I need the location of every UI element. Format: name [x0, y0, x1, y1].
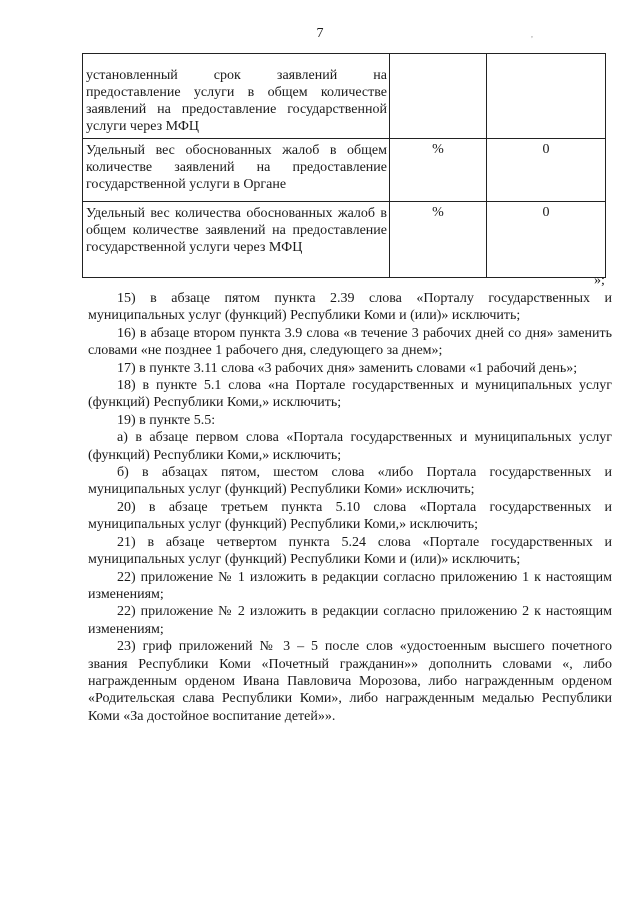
- amendment-item-18: 18) в пункте 5.1 слова «на Портале государственных и муниципальных услуг (функций) Республики Коми,» исключить;: [88, 378, 612, 411]
- amendment-item-23: 23) гриф приложений № 3 – 5 после слов «удостоенным высшего почетного звания Республики Коми «Почетный гражданин»» дополнить словами «, либо награжденным орденом Ивана Павловича Морозова, либо награжденным орденом «Родительская слава Республики Коми», либо награжденным медалью Республики Коми «За достойное воспитание детей»».: [88, 639, 612, 724]
- table-row: [83, 139, 606, 202]
- value-text: 0: [542, 205, 550, 220]
- amendment-item-17: 17) в пункте 3.11 слова «3 рабочих дня» заменить словами «1 рабочий день»;: [117, 360, 578, 376]
- unit-text: %: [432, 142, 444, 157]
- table-cell-indicator: [83, 139, 390, 202]
- table-row: [83, 54, 606, 139]
- unit-text: %: [432, 205, 444, 220]
- amendment-item-20: 20) в абзаце третьем пункта 5.10 слова «Портала государственных и муниципальных услуг (функций) Республики Коми,» исключить;: [88, 499, 612, 533]
- amendment-item-15: 15) в абзаце пятом пункта 2.39 слова «Порталу государственных и муниципальных услуг (функций) Республики Коми и (или)» исключить;: [88, 291, 612, 324]
- amendment-item-19a: а) в абзаце первом слова «Портала государственных и муниципальных услуг (функций) Республики Коми,» исключить;: [88, 430, 612, 463]
- table-row: [83, 202, 606, 278]
- indicator-text: установленный срок заявлений на предоставление услуги в общем количестве заявлений на предоставление государственной услуги через МФЦ: [86, 68, 387, 134]
- amendment-item-16: 16) в абзаце втором пункта 3.9 слова «в течение 3 рабочих дней со дня» заменить словами «не позднее 1 рабочего дня, следующего за днем»;: [88, 325, 612, 359]
- amendment-item-22a: 22) приложение № 1 изложить в редакции согласно приложению 1 к настоящим изменениям;: [88, 569, 612, 602]
- page-number: 7: [316, 26, 324, 41]
- unit-text: [390, 54, 486, 56]
- scan-mark: ,: [531, 30, 533, 39]
- amendments-list: [88, 290, 612, 725]
- table-cell-unit: [390, 54, 487, 139]
- table-cell-value: [487, 54, 606, 139]
- value-text: 0: [542, 142, 550, 157]
- indicators-table: [82, 53, 606, 278]
- amendment-item-19b: б) в абзацах пятом, шестом слова «либо Портала государственных и муниципальных услуг (функций) Республики Коми» исключить;: [88, 465, 612, 498]
- indicator-text: Удельный вес количества обоснованных жалоб в общем количестве заявлений на предоставление государственной услуги через МФЦ: [86, 206, 387, 255]
- value-text: [487, 54, 605, 56]
- table-cell-value: [487, 139, 606, 202]
- indicator-text: Удельный вес обоснованных жалоб в общем количестве заявлений на предоставление государственной услуги в Органе: [86, 143, 387, 192]
- amendment-item-22b: 22) приложение № 2 изложить в редакции согласно приложению 2 к настоящим изменениям;: [88, 604, 612, 637]
- table-cell-value: [487, 202, 606, 278]
- closing-quote-mark: »;: [594, 273, 605, 288]
- table-cell-indicator: [83, 54, 390, 139]
- table-cell-unit: [390, 139, 487, 202]
- amendment-item-19: 19) в пункте 5.5:: [117, 412, 216, 428]
- amendment-item-21: 21) в абзаце четвертом пункта 5.24 слова «Портале государственных и муниципальных услуг (функций) Республики Коми и (или)» исключить;: [88, 534, 612, 568]
- table-cell-unit: [390, 202, 487, 278]
- table-cell-indicator: [83, 202, 390, 278]
